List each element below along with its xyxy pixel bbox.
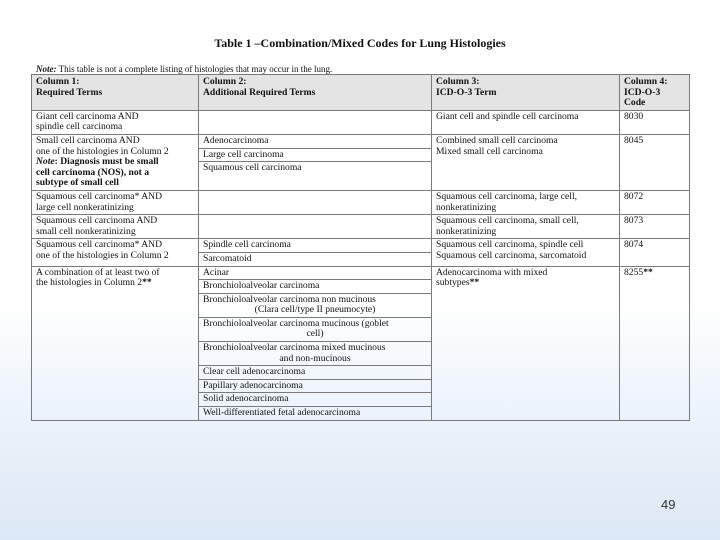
- table-row: [32, 266, 690, 420]
- icd-code-cell: 8074: [620, 239, 690, 266]
- icd-code-cell: 8255**: [620, 266, 690, 420]
- note-label: Note:: [36, 64, 57, 74]
- icd-term-cell: Combined small cell carcinoma Mixed small cell carcinoma: [432, 134, 620, 190]
- required-terms-cell: Squamous cell carcinoma AND small cell nonkeratinizing: [32, 215, 199, 239]
- icd-term-cell: Squamous cell carcinoma, small cell, nonkeratinizing: [432, 215, 620, 239]
- table-row: [32, 190, 690, 214]
- table-note: [36, 64, 332, 74]
- additional-terms-cell: [199, 215, 432, 239]
- note-label: Note: [36, 156, 55, 168]
- double-asterisk: **: [469, 277, 480, 289]
- table-row: [32, 134, 690, 190]
- histology-codes-table: [31, 74, 690, 421]
- additional-terms-cell: [199, 190, 432, 214]
- header-column-4: Column 4: ICD-O-3 Code: [620, 75, 690, 111]
- icd-term-cell: Squamous cell carcinoma, large cell, nonkeratinizing: [432, 190, 620, 214]
- icd-term-cell: Adenocarcinoma with mixed subtypes**: [432, 266, 620, 420]
- additional-terms-cell: Spindle cell carcinoma Sarcomatoid: [199, 239, 432, 266]
- table-header-row: [32, 75, 690, 111]
- icd-code-cell: 8073: [620, 215, 690, 239]
- page-title: Table 1 –Combination/Mixed Codes for Lung Histologies: [214, 36, 506, 50]
- icd-code-cell: 8045: [620, 134, 690, 190]
- header-column-2: Column 2: Additional Required Terms: [199, 75, 432, 111]
- page-number: 49: [661, 497, 676, 512]
- header-column-3: Column 3: ICD-O-3 Term: [432, 75, 620, 111]
- icd-code-cell: 8072: [620, 190, 690, 214]
- double-asterisk: **: [142, 277, 152, 289]
- table-row: [32, 239, 690, 266]
- header-column-1: Column 1: Required Terms: [32, 75, 199, 111]
- table-row: [32, 110, 690, 134]
- note-text: This table is not a complete listing of histologies that may occur in the lung.: [56, 64, 333, 74]
- required-terms-cell: A combination of at least two of the histologies in Column 2**: [32, 266, 199, 420]
- additional-terms-cell: Acinar Bronchioloalveolar carcinoma Bronchioloalveolar carcinoma non mucinous (Clara cell/type II pneumocyte) Bronchioloalveolar carcinoma mucinous (goblet cell) Bronchioloalveolar carcinoma mixed mucinous and non-mucinous Clear cell adenocarcinoma Papillary adenocarcinoma Solid adenocarcinoma Well-differentiated fetal adenocarcinoma: [199, 266, 432, 420]
- double-asterisk: **: [643, 266, 653, 278]
- additional-terms-cell: Adenocarcinoma Large cell carcinoma Squamous cell carcinoma: [199, 134, 432, 190]
- icd-term-cell: Squamous cell carcinoma, spindle cell Squamous cell carcinoma, sarcomatoid: [432, 239, 620, 266]
- table-row: [32, 215, 690, 239]
- required-terms-cell: Small cell carcinoma AND one of the histologies in Column 2 Note: Diagnosis must be small cell carcinoma (NOS), not a subtype of small cell: [32, 134, 199, 190]
- required-terms-cell: Squamous cell carcinoma* AND one of the histologies in Column 2: [32, 239, 199, 266]
- additional-terms-cell: [199, 110, 432, 134]
- required-terms-cell: Giant cell carcinoma AND spindle cell carcinoma: [32, 110, 199, 134]
- icd-code-cell: 8030: [620, 110, 690, 134]
- required-terms-cell: Squamous cell carcinoma* AND large cell nonkeratinizing: [32, 190, 199, 214]
- icd-term-cell: Giant cell and spindle cell carcinoma: [432, 110, 620, 134]
